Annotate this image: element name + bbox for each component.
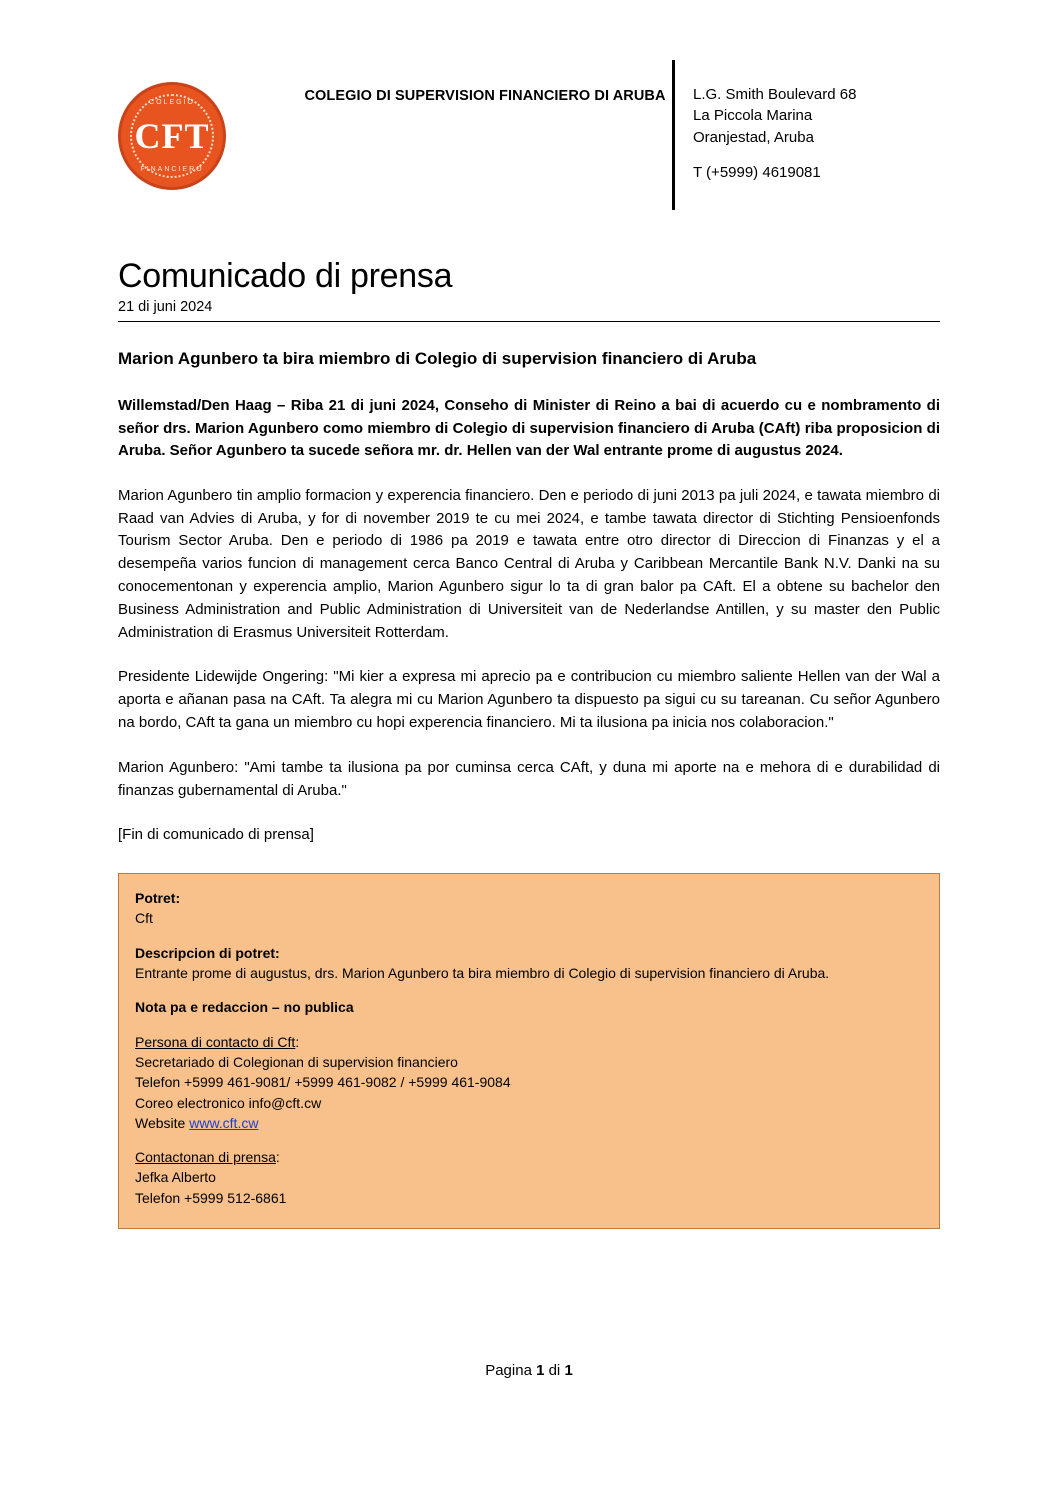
logo-monogram: CFT	[134, 116, 210, 156]
website-row	[135, 1113, 923, 1133]
footer-middle: di	[544, 1362, 565, 1379]
article-paragraph-3: Marion Agunbero: "Ami tambe ta ilusiona pa por cuminsa cerca CAft, y duna mi aporte na e mehora di e durabilidad di finanzas gubernamental di Aruba."	[118, 758, 940, 799]
contact-line-1: Secretariado di Colegionan di supervision financiero	[135, 1053, 458, 1070]
contact-line-3: Coreo electronico info@cft.cw	[135, 1094, 322, 1111]
logo-arc-top-text: COLEGIO	[149, 99, 195, 106]
address-line-2: La Piccola Marina	[693, 107, 813, 125]
letterhead	[118, 60, 940, 210]
cft-logo-icon	[118, 82, 226, 190]
photo-label: Potret:	[135, 890, 181, 907]
press-label: Contactonan di prensa	[135, 1149, 276, 1166]
article-paragraph-1: Marion Agunbero tin amplio formacion y experencia financiero. Den e periodo di juni 2013 pa juli 2024, e tawata miembro di Raad van Advies di Aruba, y for di november 2019 te cu mei 2024, e tambe tawata director di Stichting Pensioenfonds Tourism Sector Aruba. Den e periodo di 1986 pa 2019 e tawata entre otro director di Direccion di Finanzas y el a desempeña varios funcion di management cerca Banco Central di Aruba y Caribbean Mercantile Bank N.V. Danki na su conocementonan y experencia amplio, Marion Agunbero sigur lo ta di gran balor pa CAft. El a obtene su bachelor den Business Administration and Public Administration di Universiteit van de Nederlandse Antillen, y su master den Public Administration di Erasmus Universiteit Rotterdam.	[118, 486, 940, 641]
footer-total-pages: 1	[564, 1362, 573, 1379]
photo-description-label: Descripcion di potret:	[135, 944, 280, 961]
address-block	[672, 60, 940, 210]
page-footer	[0, 1362, 1058, 1379]
footer-current-page: 1	[536, 1362, 545, 1379]
article-paragraph-2: Presidente Lidewijde Ongering: "Mi kier a expresa mi aprecio pa e contribucion cu miembro saliente Hellen van der Wal a aporta e añanan pasa na CAft. Ta alegra mi cu Marion Agunbero ta dispuesto pa sigui cu su tareanan. Cu señor Agunbero na bordo, CAft ta gana un miembro cu hopi experencia financiero. Mi ta ilusiona pa inicia nos colaboracion."	[118, 668, 940, 731]
footer-prefix: Pagina	[485, 1362, 537, 1379]
photo-description-value: Entrante prome di augustus, drs. Marion Agunbero ta bira miembro di Colegio di supervision financiero di Aruba.	[135, 965, 830, 982]
publication-date: 21 di juni 2024	[118, 299, 213, 316]
website-label: Website	[135, 1114, 190, 1131]
press-contact-phone: Telefon +5999 512-6861	[135, 1189, 287, 1206]
press-contact-name: Jefka Alberto	[135, 1169, 216, 1186]
contact-line-2: Telefon +5999 461-9081/ +5999 461-9082 / +5999 461-9084	[135, 1074, 511, 1091]
contact-colon: :	[295, 1033, 300, 1050]
article-headline: Marion Agunbero ta bira miembro di Colegio di supervision financiero di Aruba	[118, 349, 757, 369]
photo-value: Cft	[135, 910, 153, 927]
address-line-1: L.G. Smith Boulevard 68	[693, 86, 857, 103]
editor-note-heading: Nota pa e redaccion – no publica	[135, 999, 354, 1016]
title-block	[118, 258, 940, 322]
address-spacer	[693, 148, 940, 162]
logo-container	[118, 60, 298, 190]
phone-number: T (+5999) 4619081	[693, 163, 821, 181]
organization-title: COLEGIO DI SUPERVISION FINANCIERO DI ARUBA	[304, 88, 666, 104]
press-heading-row	[135, 1147, 923, 1167]
website-link[interactable]: www.cft.cw	[189, 1114, 259, 1131]
contact-label: Persona di contacto di Cft	[135, 1033, 296, 1050]
contact-heading-row	[135, 1032, 923, 1052]
editor-note-box	[118, 873, 940, 1229]
article-end-marker: [Fin di comunicado di prensa]	[118, 826, 314, 844]
article-lead-paragraph: Willemstad/Den Haag – Riba 21 di juni 2024, Conseho di Minister di Reino a bai di acuerdo cu e nombramento di señor drs. Marion Agunbero como miembro di Colegio di supervision financiero di Aruba (CAft) riba proposicion di Aruba. Señor Agunbero ta sucede señora mr. dr. Hellen van der Wal entrante prome di augustus 2024.	[118, 397, 940, 460]
title-divider	[118, 321, 940, 322]
address-line-3: Oranjestad, Aruba	[693, 128, 814, 146]
logo-arc-bottom-text: FINANCIERO	[140, 166, 204, 173]
press-colon: :	[275, 1149, 280, 1166]
page-title: Comunicado di prensa	[118, 257, 453, 295]
